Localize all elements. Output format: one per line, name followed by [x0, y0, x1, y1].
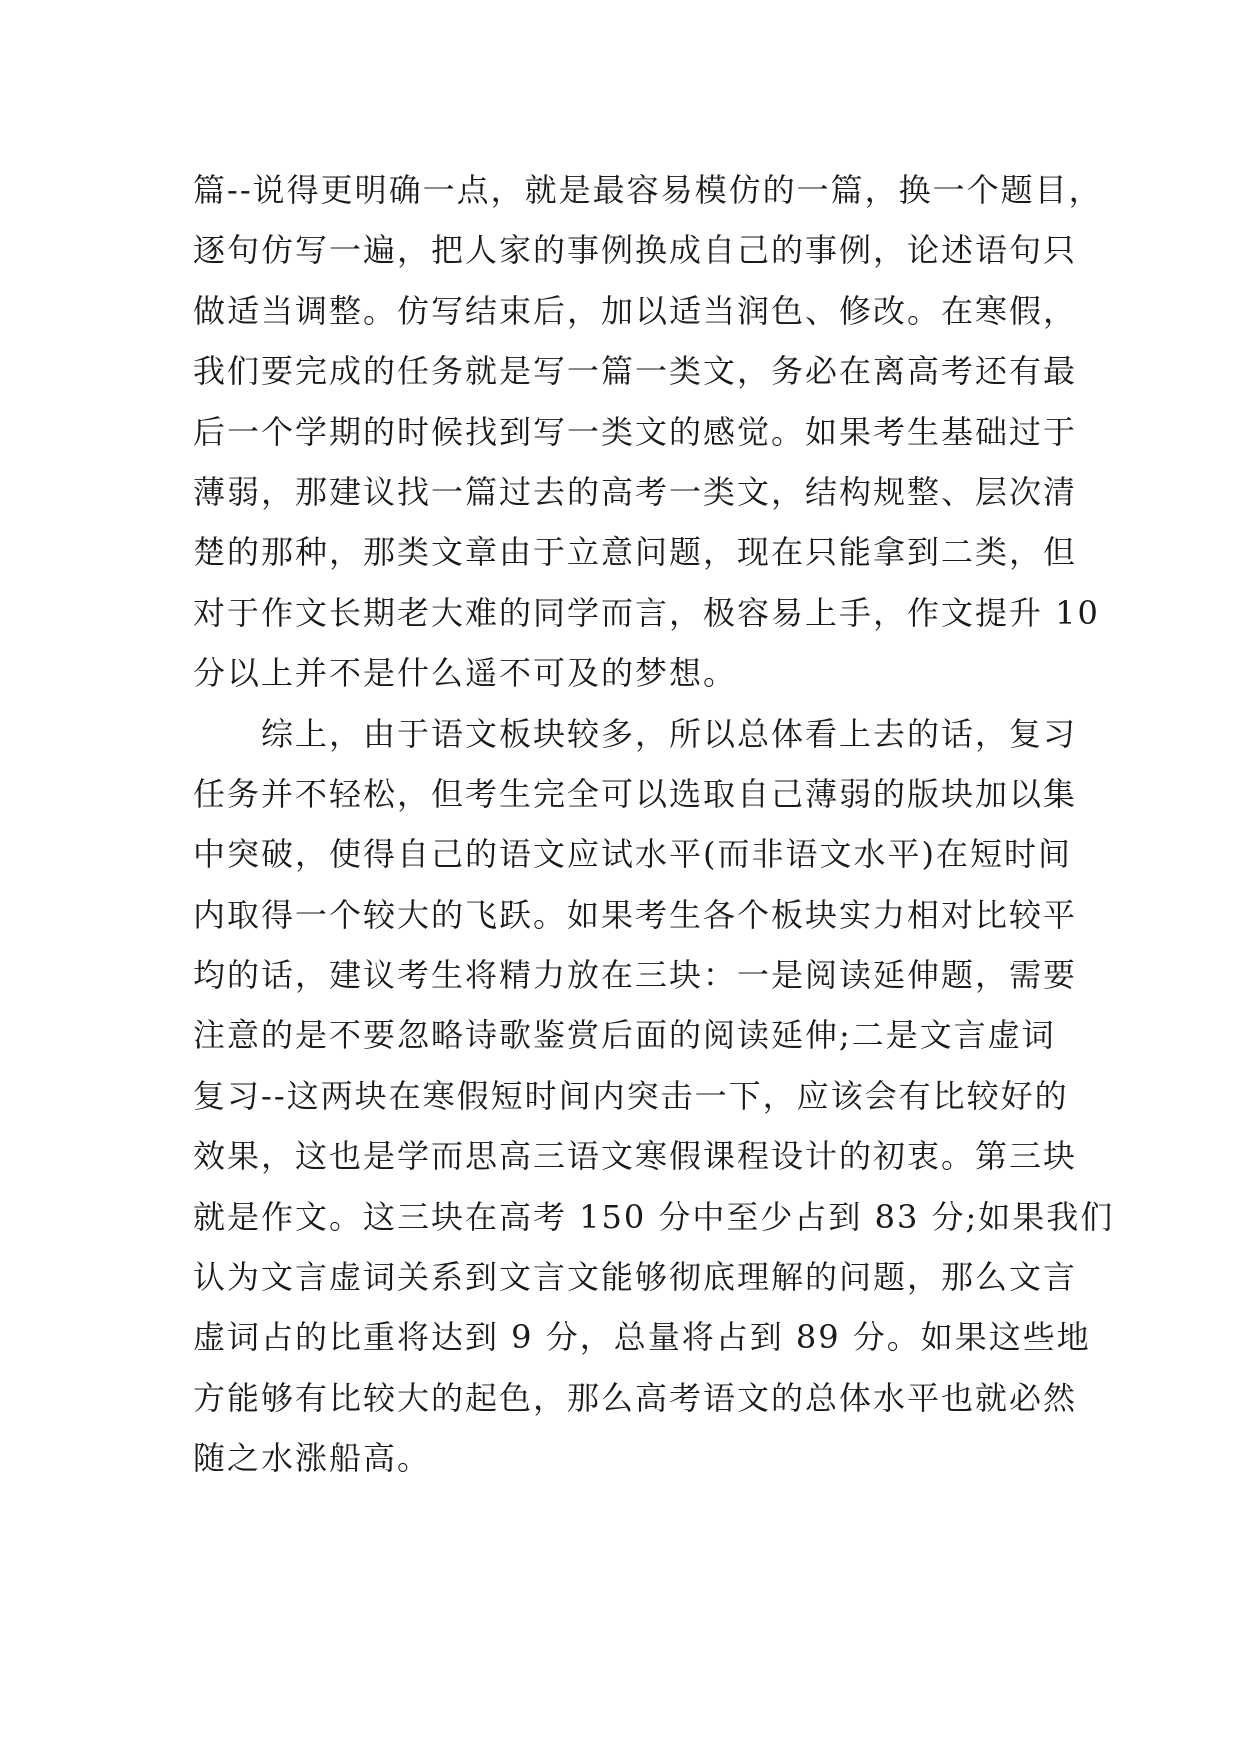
text-line: 后一个学期的时候找到写一类文的感觉。如果考生基础过于 — [193, 412, 1078, 451]
text-line: 逐句仿写一遍，把人家的事例换成自己的事例，论述语句只 — [193, 231, 1078, 270]
text-line: 复习--这两块在寒假短时间内突击一下，应该会有比较好的 — [193, 1076, 1069, 1115]
text-line: 分以上并不是什么遥不可及的梦想。 — [193, 654, 738, 693]
text-line: 认为文言虚词关系到文言文能够彻底理解的问题，那么文言 — [193, 1258, 1078, 1297]
text-line: 对于作文长期老大难的同学而言，极容易上手，作文提升 10 — [193, 593, 1100, 632]
text-line: 做适当调整。仿写结束后，加以适当润色、修改。在寒假， — [193, 291, 1078, 330]
text-line: 薄弱，那建议找一篇过去的高考一类文，结构规整、层次清 — [193, 472, 1078, 511]
text-line: 楚的那种，那类文章由于立意问题，现在只能拿到二类，但 — [193, 533, 1078, 572]
text-line: 注意的是不要忽略诗歌鉴赏后面的阅读延伸;二是文言虚词 — [193, 1016, 1056, 1055]
text-line: 我们要完成的任务就是写一篇一类文，务必在离高考还有最 — [193, 352, 1078, 391]
text-line: 随之水涨船高。 — [193, 1439, 432, 1478]
body-text — [193, 160, 1115, 1489]
text-line: 方能够有比较大的起色，那么高考语文的总体水平也就必然 — [193, 1378, 1078, 1417]
text-line: 篇--说得更明确一点，就是最容易模仿的一篇，换一个题目， — [193, 171, 1103, 209]
text-line: 内取得一个较大的飞跃。如果考生各个板块实力相对比较平 — [193, 895, 1078, 934]
text-line: 就是作文。这三块在高考 150 分中至少占到 83 分;如果我们 — [193, 1197, 1115, 1236]
text-line: 中突破，使得自己的语文应试水平(而非语文水平)在短时间 — [193, 835, 1072, 874]
text-line: 综上，由于语文板块较多，所以总体看上去的话，复习 — [193, 714, 1078, 753]
text-line: 虚词占的比重将达到 9 分，总量将占到 89 分。如果这些地 — [193, 1318, 1091, 1357]
text-line: 任务并不轻松，但考生完全可以选取自己薄弱的版块加以集 — [193, 774, 1078, 813]
text-line: 效果，这也是学而思高三语文寒假课程设计的初衷。第三块 — [193, 1137, 1078, 1176]
text-line: 均的话，建议考生将精力放在三块：一是阅读延伸题，需要 — [193, 956, 1078, 995]
